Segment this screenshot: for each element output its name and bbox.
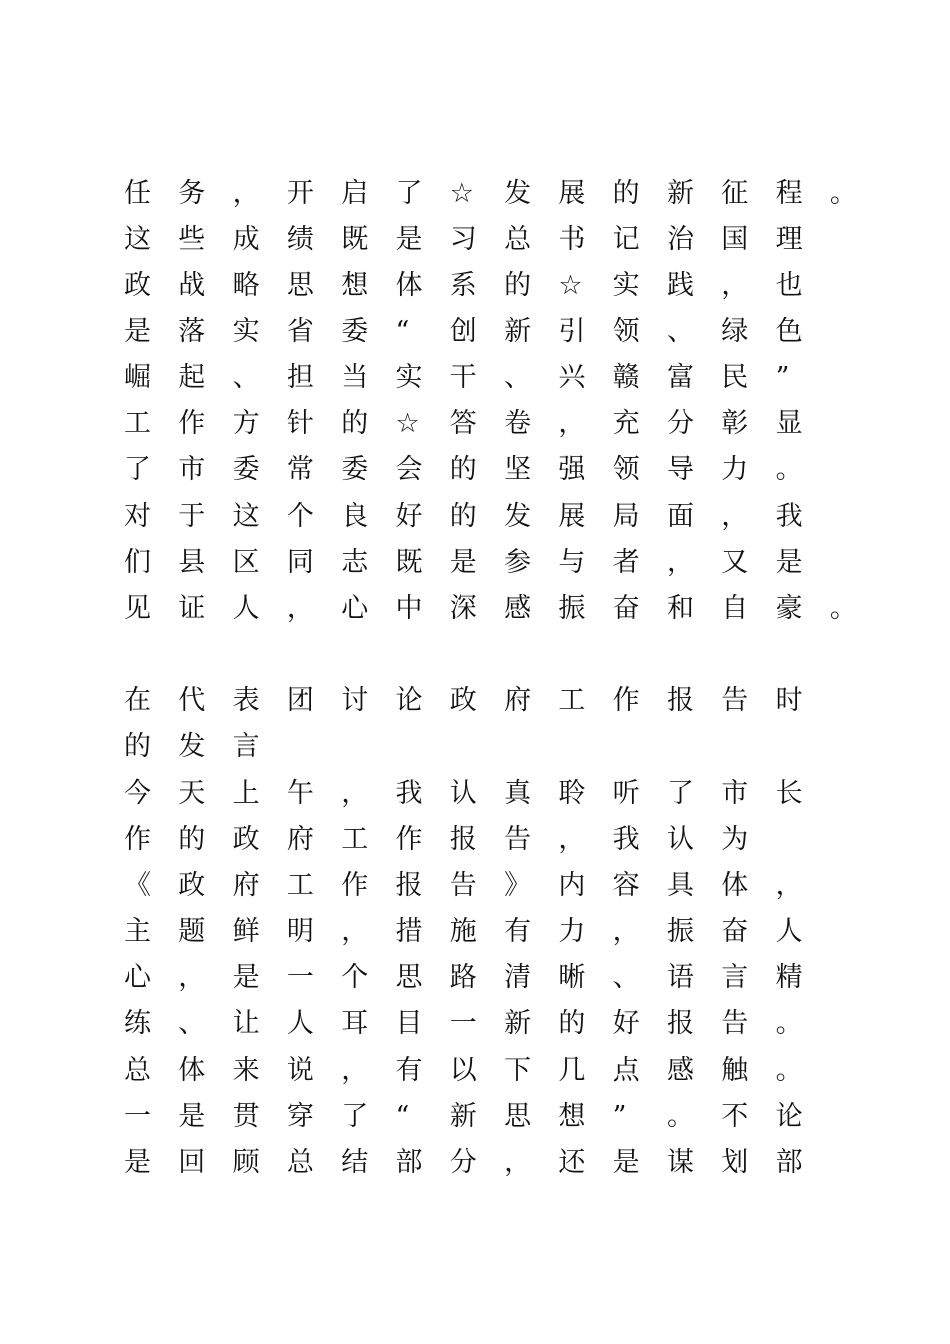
blank-line <box>124 632 884 678</box>
text-line: 练 、 让 人 耳 目 一 新 的 好 报 告 。 <box>124 1008 803 1039</box>
text-line: 作 的 政 府 工 作 报 告 ， 我 认 为 <box>124 824 749 855</box>
text-line: 一 是 贯 穿 了 “ 新 思 想 ” 。 不 论 <box>124 1101 803 1132</box>
text-line: 今 天 上 午 ， 我 认 真 聆 听 了 市 长 <box>124 778 803 809</box>
text-line: 任 务 ， 开 启 了 ☆ 发 展 的 新 征 程 。 <box>124 178 857 209</box>
text-line: 总 体 来 说 ， 有 以 下 几 点 感 触 。 <box>124 1055 803 1086</box>
text-line: 《 政 府 工 作 报 告 》 内 容 具 体 ， <box>124 870 803 901</box>
text-line: 这 些 成 绩 既 是 习 总 书 记 治 国 理 <box>124 224 803 255</box>
text-line: 崛 起 、 担 当 实 干 、 兴 赣 富 民 ” <box>124 362 790 393</box>
text-line: 工 作 方 针 的 ☆ 答 卷 ， 充 分 彰 显 <box>124 408 803 439</box>
text-line: 了 市 委 常 委 会 的 坚 强 领 导 力 。 <box>124 454 803 485</box>
text-line: 主 题 鲜 明 ， 措 施 有 力 ， 振 奋 人 <box>124 916 803 947</box>
text-line: 见 证 人 ， 心 中 深 感 振 奋 和 自 豪 。 <box>124 593 857 624</box>
section-heading: 的 发 言 <box>124 731 260 762</box>
text-line: 是 回 顾 总 结 部 分 ， 还 是 谋 划 部 <box>124 1147 803 1178</box>
section-heading: 在 代 表 团 讨 论 政 府 工 作 报 告 时 <box>124 685 803 716</box>
text-line: 政 战 略 思 想 体 系 的 ☆ 实 践 ， 也 <box>124 270 803 301</box>
text-line: 们 县 区 同 志 既 是 参 与 者 ， 又 是 <box>124 547 803 578</box>
text-line: 心 ， 是 一 个 思 路 清 晰 、 语 言 精 <box>124 962 803 993</box>
text-line: 对 于 这 个 良 好 的 发 展 局 面 ， 我 <box>124 501 803 532</box>
text-line: 是 落 实 省 委 “ 创 新 引 领 、 绿 色 <box>124 316 803 347</box>
